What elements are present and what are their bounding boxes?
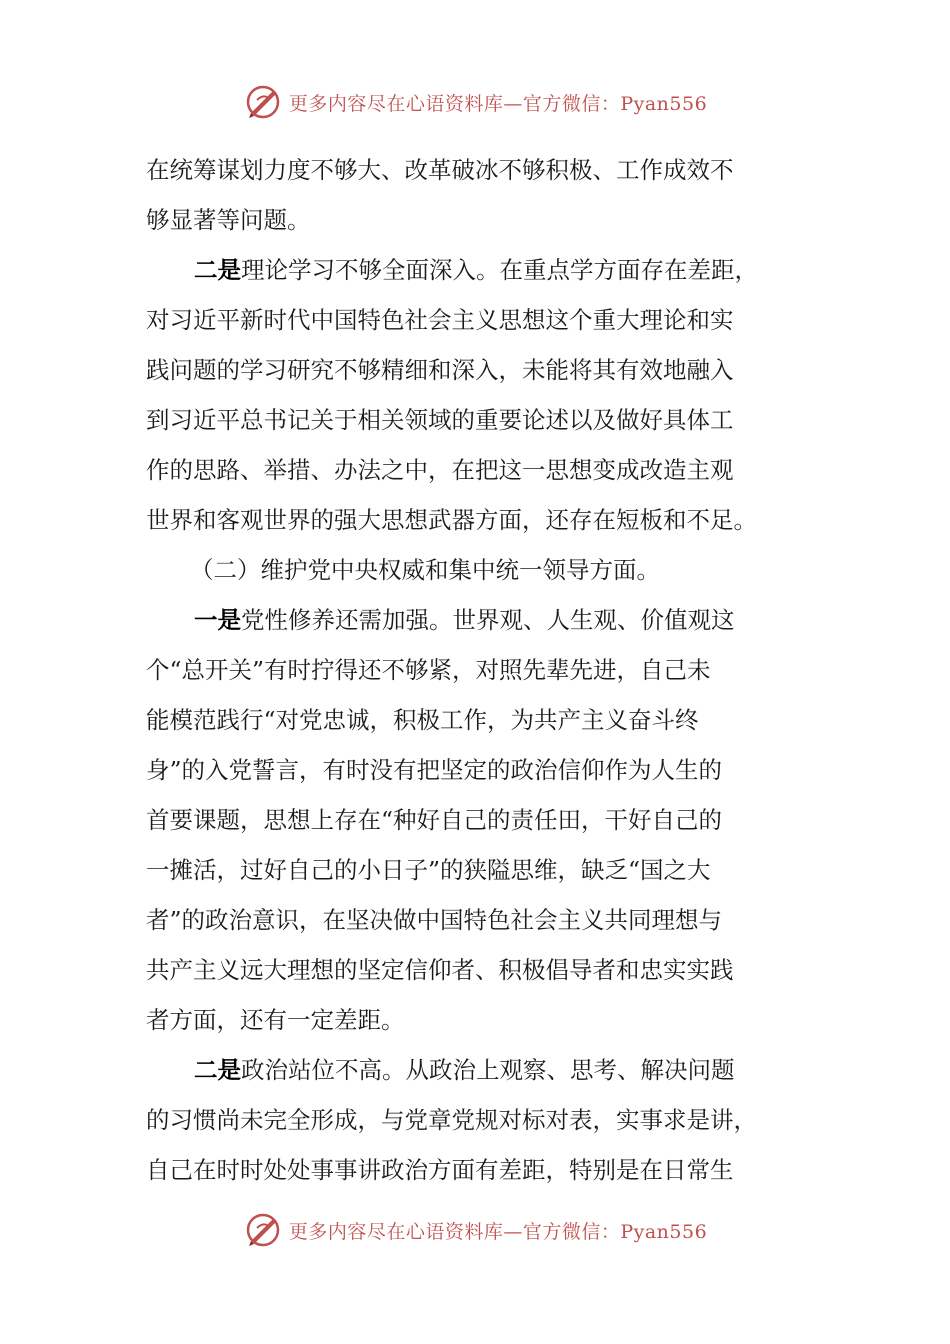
- text-line: [146, 295, 806, 345]
- line-lead: 二是: [194, 256, 241, 284]
- pen-logo-icon: [243, 1210, 283, 1250]
- watermark-text: 更多内容尽在心语资料库—官方微信：Pyan556: [288, 92, 708, 115]
- line-text: 够显著等问题。: [146, 206, 311, 234]
- text-line: [146, 945, 806, 995]
- pen-logo-icon: [243, 82, 283, 122]
- text-line: [146, 895, 806, 945]
- paragraph-start-line: [146, 595, 806, 645]
- line-text: 作的思路、举措、办法之中，在把这一思想变成改造主观: [146, 456, 734, 484]
- line-text: 自己在时时处处事事讲政治方面有差距，特别是在日常生: [146, 1156, 734, 1184]
- line-text: 世界和客观世界的强大思想武器方面，还存在短板和不足。: [146, 506, 757, 534]
- text-line: [146, 745, 806, 795]
- text-line: [146, 795, 806, 845]
- text-line: [146, 1095, 806, 1145]
- line-text: 共产主义远大理想的坚定信仰者、积极倡导者和忠实实践: [146, 956, 734, 984]
- line-text: 者方面，还有一定差距。: [146, 1006, 405, 1034]
- line-text: 一摊活，过好自己的小日子”的狭隘思维，缺乏“国之大: [146, 856, 711, 884]
- line-lead: 二是: [194, 1056, 241, 1084]
- line-text: 理论学习不够全面深入。在重点学方面存在差距，: [241, 256, 758, 284]
- paragraph-start-line: [146, 1045, 806, 1095]
- text-line: [146, 145, 806, 195]
- text-line: [146, 445, 806, 495]
- document-body: [146, 145, 806, 1195]
- text-line: [146, 845, 806, 895]
- line-text: 能模范践行“对党忠诚，积极工作，为共产主义奋斗终: [146, 706, 699, 734]
- line-text: 身”的入党誓言，有时没有把坚定的政治信仰作为人生的: [146, 756, 723, 784]
- paragraph-start-line: [146, 245, 806, 295]
- line-text: 的习惯尚未完全形成，与党章党规对标对表，实事求是讲，: [146, 1106, 757, 1134]
- footer-watermark-banner: [0, 1208, 950, 1252]
- line-text: 首要课题，思想上存在“种好自己的责任田，干好自己的: [146, 806, 723, 834]
- line-text: 对习近平新时代中国特色社会主义思想这个重大理论和实: [146, 306, 734, 334]
- text-line: [146, 645, 806, 695]
- header-watermark-banner: [0, 80, 950, 124]
- line-text: 者”的政治意识，在坚决做中国特色社会主义共同理想与: [146, 906, 723, 934]
- line-text: 到习近平总书记关于相关领域的重要论述以及做好具体工: [146, 406, 734, 434]
- text-line: [146, 345, 806, 395]
- watermark-text: 更多内容尽在心语资料库—官方微信：Pyan556: [288, 1220, 708, 1243]
- line-text: 在统筹谋划力度不够大、改革破冰不够积极、工作成效不: [146, 156, 734, 184]
- text-line: [146, 695, 806, 745]
- line-text: 个“总开关”有时拧得还不够紧，对照先辈先进，自己未: [146, 656, 711, 684]
- section-heading: [146, 545, 806, 595]
- line-text: 政治站位不高。从政治上观察、思考、解决问题: [241, 1056, 735, 1084]
- text-line: [146, 995, 806, 1045]
- line-text: （二）维护党中央权威和集中统一领导方面。: [190, 556, 660, 584]
- text-line: [146, 195, 806, 245]
- line-text: 践问题的学习研究不够精细和深入，未能将其有效地融入: [146, 356, 734, 384]
- text-line: [146, 1145, 806, 1195]
- text-line: [146, 495, 806, 545]
- text-line: [146, 395, 806, 445]
- line-lead: 一是: [194, 606, 241, 634]
- line-text: 党性修养还需加强。世界观、人生观、价值观这: [241, 606, 735, 634]
